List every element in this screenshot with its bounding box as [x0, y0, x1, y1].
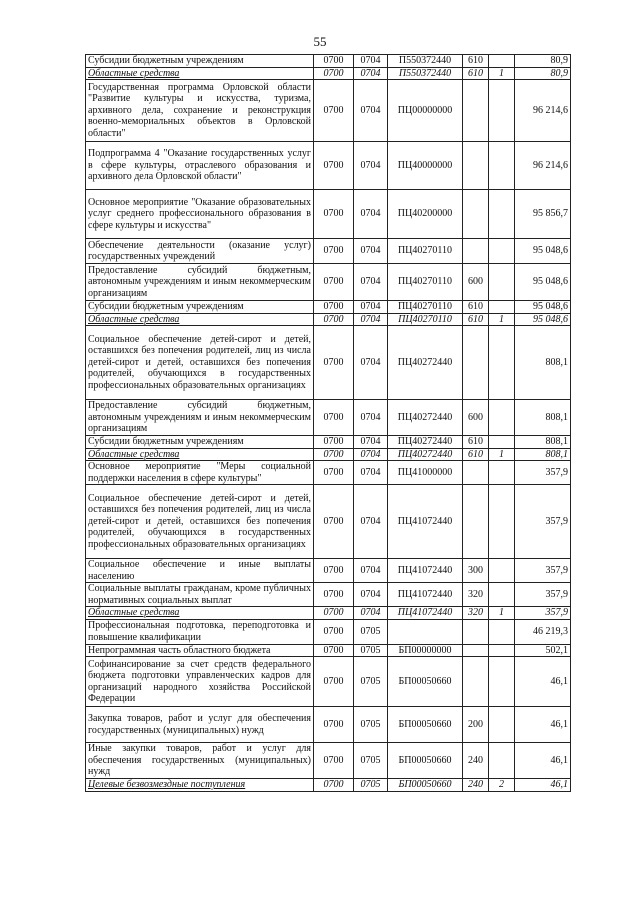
- amount-value: 96 214,6: [515, 80, 571, 142]
- section-code: 0700: [314, 448, 354, 461]
- expense-type-code: 300: [463, 559, 489, 583]
- item-name: Субсидии бюджетным учреждениям: [86, 301, 314, 314]
- funding-source-code: 1: [489, 67, 515, 80]
- table-row: [86, 461, 571, 485]
- table-row: [86, 80, 571, 142]
- target-article-code: БП00050660: [388, 779, 463, 792]
- expense-type-code: 610: [463, 313, 489, 326]
- amount-value: 808,1: [515, 436, 571, 449]
- subsection-code: 0704: [354, 400, 388, 436]
- target-article-code: БП00050660: [388, 657, 463, 707]
- item-name: Областные средства: [86, 67, 314, 80]
- section-code: 0700: [314, 743, 354, 779]
- expense-type-code: [463, 485, 489, 559]
- subsection-code: 0705: [354, 707, 388, 743]
- funding-source-code: [489, 55, 515, 68]
- funding-source-code: [489, 436, 515, 449]
- expense-type-code: 320: [463, 583, 489, 607]
- target-article-code: ПЦ40270110: [388, 264, 463, 301]
- amount-value: 808,1: [515, 448, 571, 461]
- expense-type-code: [463, 190, 489, 239]
- table-row: [86, 55, 571, 68]
- subsection-code: 0705: [354, 619, 388, 644]
- subsection-code: 0704: [354, 559, 388, 583]
- amount-value: 808,1: [515, 326, 571, 400]
- amount-value: 95 048,6: [515, 313, 571, 326]
- target-article-code: ПЦ40200000: [388, 190, 463, 239]
- expense-type-code: [463, 619, 489, 644]
- table-row: [86, 239, 571, 264]
- section-code: 0700: [314, 301, 354, 314]
- table-row: [86, 67, 571, 80]
- target-article-code: ПЦ40270110: [388, 301, 463, 314]
- table-row: [86, 264, 571, 301]
- item-name: Областные средства: [86, 313, 314, 326]
- target-article-code: ПЦ40272440: [388, 400, 463, 436]
- subsection-code: 0704: [354, 485, 388, 559]
- item-name: Основное мероприятие "Меры социальной поддержки населения в сфере культуры": [86, 461, 314, 485]
- funding-source-code: [489, 707, 515, 743]
- subsection-code: 0704: [354, 264, 388, 301]
- expense-type-code: 610: [463, 436, 489, 449]
- funding-source-code: [489, 301, 515, 314]
- funding-source-code: [489, 619, 515, 644]
- subsection-code: 0704: [354, 142, 388, 190]
- section-code: 0700: [314, 239, 354, 264]
- section-code: 0700: [314, 142, 354, 190]
- funding-source-code: [489, 400, 515, 436]
- subsection-code: 0705: [354, 743, 388, 779]
- subsection-code: 0704: [354, 448, 388, 461]
- section-code: 0700: [314, 326, 354, 400]
- subsection-code: 0704: [354, 239, 388, 264]
- subsection-code: 0704: [354, 190, 388, 239]
- item-name: Социальное обеспечение детей-сирот и детей, оставшихся без попечения родителей, лиц из числа детей-сирот и детей, оставшихся без попечения родителей, обучающихся в государственных профессиональных образовательных организациях: [86, 485, 314, 559]
- funding-source-code: [489, 583, 515, 607]
- section-code: 0700: [314, 485, 354, 559]
- target-article-code: ПЦ41072440: [388, 607, 463, 620]
- item-name: Подпрограмма 4 "Оказание государственных услуг в сфере культуры, отраслевого образования и архивного дела Орловской области": [86, 142, 314, 190]
- target-article-code: П550372440: [388, 55, 463, 68]
- amount-value: 96 214,6: [515, 142, 571, 190]
- target-article-code: ПЦ40000000: [388, 142, 463, 190]
- subsection-code: 0704: [354, 607, 388, 620]
- amount-value: 46,1: [515, 657, 571, 707]
- expense-type-code: 200: [463, 707, 489, 743]
- table-row: [86, 707, 571, 743]
- subsection-code: 0705: [354, 657, 388, 707]
- expense-type-code: [463, 80, 489, 142]
- section-code: 0700: [314, 644, 354, 657]
- amount-value: 357,9: [515, 607, 571, 620]
- funding-source-code: [489, 142, 515, 190]
- funding-source-code: 1: [489, 313, 515, 326]
- amount-value: 80,9: [515, 67, 571, 80]
- expense-type-code: 240: [463, 779, 489, 792]
- section-code: 0700: [314, 80, 354, 142]
- table-row: [86, 657, 571, 707]
- item-name: Закупка товаров, работ и услуг для обеспечения государственных (муниципальных) нужд: [86, 707, 314, 743]
- target-article-code: ПЦ00000000: [388, 80, 463, 142]
- amount-value: 357,9: [515, 461, 571, 485]
- item-name: Софинансирование за счет средств федерального бюджета подготовки управленческих кадров для организаций народного хозяйства Российской Федерации: [86, 657, 314, 707]
- table-row: [86, 644, 571, 657]
- expense-type-code: 600: [463, 400, 489, 436]
- section-code: 0700: [314, 313, 354, 326]
- target-article-code: ПЦ40272440: [388, 326, 463, 400]
- amount-value: 95 048,6: [515, 301, 571, 314]
- table-row: [86, 583, 571, 607]
- subsection-code: 0704: [354, 313, 388, 326]
- target-article-code: ПЦ41072440: [388, 583, 463, 607]
- item-name: Государственная программа Орловской области "Развитие культуры и искусства, туризма, архивного дела, сохранение и реконструкция военно-мемориальных объектов в Орловской области": [86, 80, 314, 142]
- item-name: Предоставление субсидий бюджетным, автономным учреждениям и иным некоммерческим организациям: [86, 264, 314, 301]
- expense-type-code: [463, 657, 489, 707]
- table-row: [86, 326, 571, 400]
- expense-type-code: 320: [463, 607, 489, 620]
- section-code: 0700: [314, 55, 354, 68]
- table-row: [86, 301, 571, 314]
- target-article-code: ПЦ40272440: [388, 436, 463, 449]
- target-article-code: ПЦ40272440: [388, 448, 463, 461]
- subsection-code: 0704: [354, 461, 388, 485]
- funding-source-code: [489, 461, 515, 485]
- funding-source-code: 2: [489, 779, 515, 792]
- amount-value: 46,1: [515, 743, 571, 779]
- expense-type-code: 610: [463, 67, 489, 80]
- amount-value: 80,9: [515, 55, 571, 68]
- subsection-code: 0704: [354, 55, 388, 68]
- item-name: Субсидии бюджетным учреждениям: [86, 436, 314, 449]
- target-article-code: ПЦ41072440: [388, 559, 463, 583]
- item-name: Основное мероприятие "Оказание образовательных услуг среднего профессионального образования в сфере культуры и искусства": [86, 190, 314, 239]
- funding-source-code: [489, 559, 515, 583]
- section-code: 0700: [314, 400, 354, 436]
- amount-value: 95 048,6: [515, 264, 571, 301]
- table-row: [86, 313, 571, 326]
- item-name: Социальное обеспечение детей-сирот и детей, оставшихся без попечения родителей, лиц из числа детей-сирот и детей, оставшихся без попечения родителей, обучающихся в государственных профессиональных образовательных организациях: [86, 326, 314, 400]
- table-row: [86, 142, 571, 190]
- section-code: 0700: [314, 264, 354, 301]
- subsection-code: 0704: [354, 326, 388, 400]
- expense-type-code: 610: [463, 301, 489, 314]
- item-name: Областные средства: [86, 607, 314, 620]
- funding-source-code: [489, 644, 515, 657]
- table-row: [86, 779, 571, 792]
- table-row: [86, 619, 571, 644]
- target-article-code: БП00050660: [388, 707, 463, 743]
- table-row: [86, 485, 571, 559]
- target-article-code: П550372440: [388, 67, 463, 80]
- amount-value: 357,9: [515, 485, 571, 559]
- table-row: [86, 448, 571, 461]
- amount-value: 46 219,3: [515, 619, 571, 644]
- subsection-code: 0704: [354, 436, 388, 449]
- amount-value: 95 856,7: [515, 190, 571, 239]
- target-article-code: ПЦ40270110: [388, 313, 463, 326]
- funding-source-code: [489, 657, 515, 707]
- section-code: 0700: [314, 583, 354, 607]
- funding-source-code: [489, 264, 515, 301]
- target-article-code: ПЦ41000000: [388, 461, 463, 485]
- funding-source-code: [489, 239, 515, 264]
- item-name: Субсидии бюджетным учреждениям: [86, 55, 314, 68]
- expense-type-code: [463, 326, 489, 400]
- funding-source-code: [489, 80, 515, 142]
- section-code: 0700: [314, 436, 354, 449]
- target-article-code: БП00050660: [388, 743, 463, 779]
- expense-type-code: 610: [463, 448, 489, 461]
- subsection-code: 0704: [354, 583, 388, 607]
- subsection-code: 0705: [354, 779, 388, 792]
- amount-value: 357,9: [515, 583, 571, 607]
- subsection-code: 0705: [354, 644, 388, 657]
- expense-type-code: [463, 142, 489, 190]
- funding-source-code: 1: [489, 607, 515, 620]
- subsection-code: 0704: [354, 301, 388, 314]
- funding-source-code: [489, 485, 515, 559]
- expense-type-code: [463, 644, 489, 657]
- table-row: [86, 436, 571, 449]
- item-name: Целевые безвозмездные поступления: [86, 779, 314, 792]
- table-body: [86, 55, 571, 792]
- table-row: [86, 743, 571, 779]
- item-name: Профессиональная подготовка, переподготовка и повышение квалификации: [86, 619, 314, 644]
- table-row: [86, 607, 571, 620]
- section-code: 0700: [314, 707, 354, 743]
- table-row: [86, 400, 571, 436]
- section-code: 0700: [314, 190, 354, 239]
- budget-table: [85, 54, 571, 792]
- funding-source-code: [489, 326, 515, 400]
- target-article-code: [388, 619, 463, 644]
- target-article-code: ПЦ40270110: [388, 239, 463, 264]
- item-name: Предоставление субсидий бюджетным, автономным учреждениям и иным некоммерческим организациям: [86, 400, 314, 436]
- amount-value: 95 048,6: [515, 239, 571, 264]
- item-name: Областные средства: [86, 448, 314, 461]
- expense-type-code: [463, 239, 489, 264]
- section-code: 0700: [314, 559, 354, 583]
- expense-type-code: 600: [463, 264, 489, 301]
- section-code: 0700: [314, 779, 354, 792]
- subsection-code: 0704: [354, 67, 388, 80]
- amount-value: 46,1: [515, 779, 571, 792]
- section-code: 0700: [314, 657, 354, 707]
- item-name: Социальное обеспечение и иные выплаты населению: [86, 559, 314, 583]
- expense-type-code: [463, 461, 489, 485]
- amount-value: 808,1: [515, 400, 571, 436]
- item-name: Обеспечение деятельности (оказание услуг) государственных учреждений: [86, 239, 314, 264]
- expense-type-code: 240: [463, 743, 489, 779]
- item-name: Непрограммная часть областного бюджета: [86, 644, 314, 657]
- target-article-code: БП00000000: [388, 644, 463, 657]
- amount-value: 46,1: [515, 707, 571, 743]
- section-code: 0700: [314, 607, 354, 620]
- table-row: [86, 559, 571, 583]
- table-row: [86, 190, 571, 239]
- item-name: Социальные выплаты гражданам, кроме публичных нормативных социальных выплат: [86, 583, 314, 607]
- expense-type-code: 610: [463, 55, 489, 68]
- item-name: Иные закупки товаров, работ и услуг для обеспечения государственных (муниципальных) нужд: [86, 743, 314, 779]
- target-article-code: ПЦ41072440: [388, 485, 463, 559]
- section-code: 0700: [314, 619, 354, 644]
- section-code: 0700: [314, 461, 354, 485]
- amount-value: 502,1: [515, 644, 571, 657]
- page-number: 55: [313, 34, 327, 49]
- amount-value: 357,9: [515, 559, 571, 583]
- funding-source-code: 1: [489, 448, 515, 461]
- funding-source-code: [489, 190, 515, 239]
- section-code: 0700: [314, 67, 354, 80]
- funding-source-code: [489, 743, 515, 779]
- subsection-code: 0704: [354, 80, 388, 142]
